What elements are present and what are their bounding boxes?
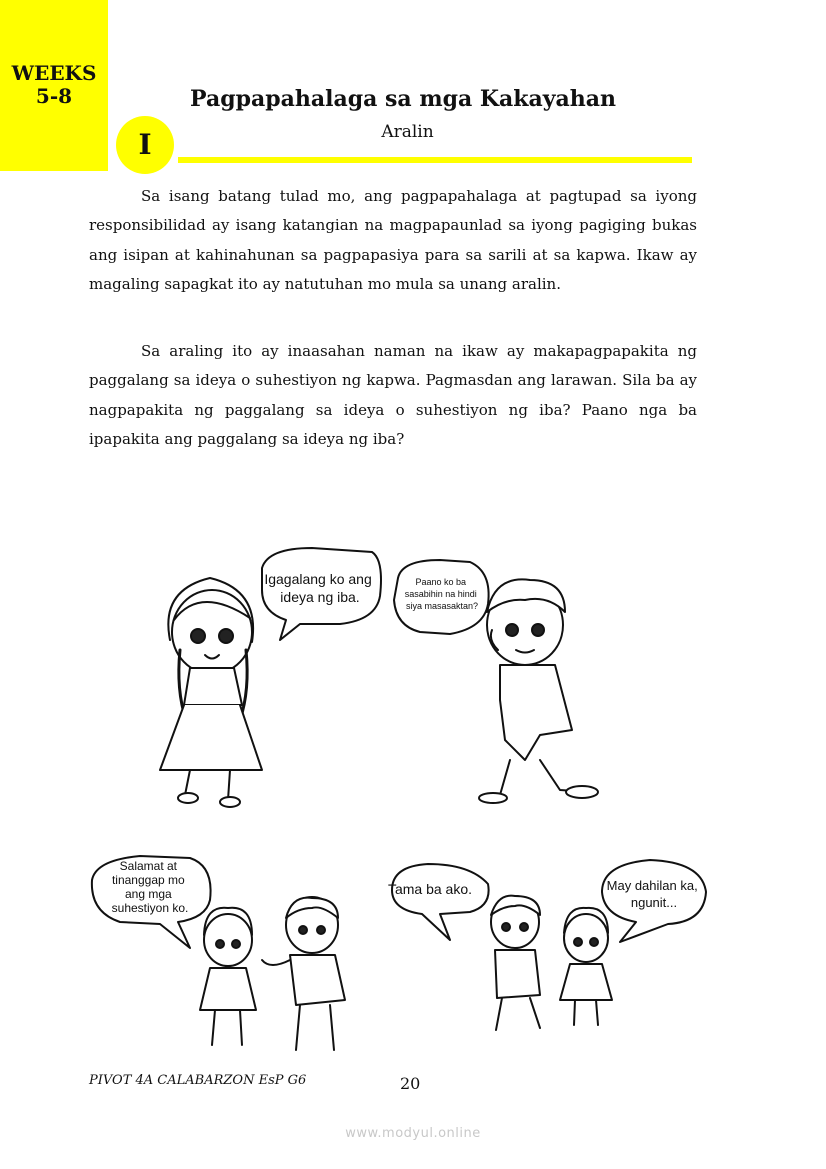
lesson-title: Pagpapahalaga sa mga Kakayahan bbox=[190, 86, 617, 112]
bubble-1-line-2: ideya ng iba. bbox=[280, 589, 360, 605]
bubble-3-line-1: Salamat at bbox=[119, 859, 178, 873]
bubble-3-line-3: ang mga bbox=[124, 887, 172, 901]
section-marker: I bbox=[116, 116, 174, 174]
bubble-2-line-3: siya masasaktan? bbox=[405, 601, 479, 611]
girl-character-top bbox=[160, 578, 262, 807]
girl-character-bottom-right bbox=[560, 908, 612, 1025]
lesson-subtitle: Aralin bbox=[381, 122, 434, 142]
task-paragraph-text: Sa araling ito ay inaasahan naman na ikaw ay makapagpapakita ng paggalang sa ideya o suhestiyon ng kapwa. Pagmasdan ang larawan. Sila ba ay nagpapakita ng paggalang sa ideya o suhestiyon ng iba? Paano nga ba ipapakita ang paggalang sa ideya ng iba? bbox=[89, 342, 697, 449]
bubble-3-line-2: tinanggap mo bbox=[111, 873, 185, 887]
bubble-5-line-2: ngunit... bbox=[630, 895, 678, 910]
weeks-label-line2: 5-8 bbox=[35, 84, 73, 108]
bubble-4-line-1: Tama ba ako. bbox=[387, 881, 473, 897]
bubble-3-line-4: suhestiyon ko. bbox=[111, 901, 189, 915]
bubble-1-line-1: Igagalang ko ang bbox=[264, 571, 372, 587]
bubble-2-text bbox=[405, 577, 480, 611]
intro-paragraph-text: Sa isang batang tulad mo, ang pagpapahalaga at pagtupad sa iyong responsibilidad ay isang katangian na magpapaunlad sa iyong pagiging bukas ang isipan at kahinahunan sa pagpapasiya para sa sarili at sa kapwa. Ikaw ay magaling sapagkat ito ay natutuhan mo mula sa unang aralin. bbox=[89, 187, 697, 294]
footer-source: PIVOT 4A CALABARZON EsP G6 bbox=[89, 1073, 307, 1088]
bubble-5-line-1: May dahilan ka, bbox=[606, 878, 698, 893]
speech-bubble-4 bbox=[392, 864, 489, 940]
watermark: www.modyul.online bbox=[345, 1126, 481, 1141]
bubble-2-line-1: Paano ko ba bbox=[415, 577, 467, 587]
weeks-label-line1: WEEKS bbox=[11, 61, 97, 85]
girl-character-bottom-left bbox=[200, 908, 256, 1045]
boy-character-top bbox=[479, 579, 598, 803]
boy-character-bottom-left bbox=[262, 897, 345, 1050]
bubble-2-line-2: sasabihin na hindi bbox=[404, 589, 477, 599]
page-number: 20 bbox=[400, 1074, 421, 1093]
bubble-4-text bbox=[388, 881, 472, 897]
boy-character-bottom-right bbox=[491, 896, 540, 1030]
